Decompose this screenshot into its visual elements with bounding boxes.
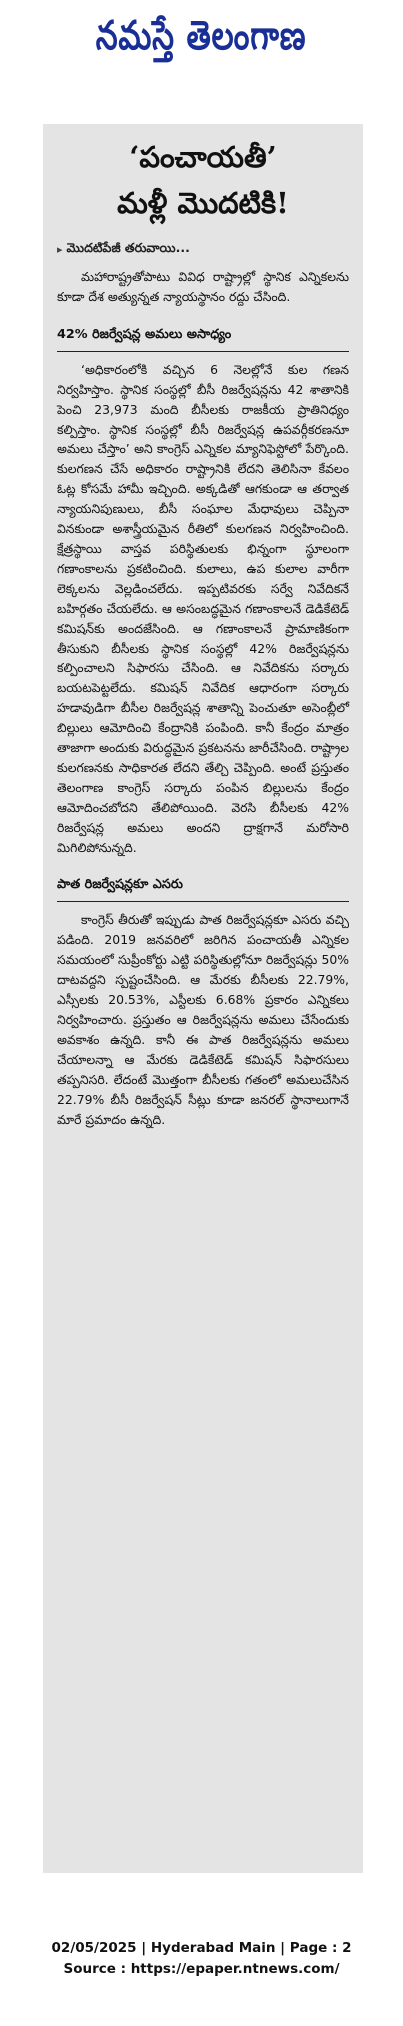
section-heading-1: 42% రిజర్వేషన్ల అమలు అసాధ్యం	[57, 327, 349, 352]
headline-line-1: ‘పంచాయతీ’	[129, 140, 277, 174]
footer-source-line: Source : https://epaper.ntnews.com/	[63, 1961, 340, 1977]
masthead-title: నమస్తే తెలంగాణ	[96, 12, 307, 59]
continuation-kicker	[57, 240, 349, 259]
section-heading-2: పాత రిజర్వేషన్లకూ ఎసరు	[57, 877, 349, 902]
masthead	[0, 4, 403, 68]
headline-line-2: మళ్లీ మొదటికి!	[117, 186, 289, 220]
page-footer	[0, 1938, 403, 1980]
kicker-text: మొదటిపేజీ తరువాయి...	[66, 240, 190, 255]
lead-paragraph: మహారాష్ట్రతోపాటు వివిధ రాష్ట్రాల్లో స్థానిక ఎన్నికలను కూడా దేశ అత్యున్నత న్యాయస్థానం రద్దు చేసింది.	[57, 269, 349, 304]
article-clipping	[43, 124, 363, 1873]
chevron-right-icon: ▸	[57, 243, 63, 256]
footer-edition-line: 02/05/2025 | Hyderabad Main | Page : 2	[51, 1940, 352, 1956]
headline	[57, 134, 349, 226]
section-2-body: కాంగ్రెస్ తీరుతో ఇప్పుడు పాత రిజర్వేషన్లకూ ఎసరు వచ్చి పడింది. 2019 జనవరిలో జరిగిన పంచాయతీ ఎన్నికల సమయంలో సుప్రీంకోర్టు ఎట్టి పరిస్థితుల్లోనూ రిజర్వేషన్లు 50% దాటవద్దని స్పష్టంచేసింది. ఆ మేరకు బీసీలకు 22.79%, ఎస్సీలకు 20.53%, ఎస్టీలకు 6.68% ప్రకారం ఎన్నికలు నిర్వహించారు. ప్రస్తుతం ఆ రిజర్వేషన్లను అమలు చేసేందుకు అవకాశం ఉన్నది. కానీ ఈ పాత రిజర్వేషన్లను అమలు చేయాలన్నా ఆ మేరకు డెడికేటెడ్ కమిషన్ సిఫారసులు తప్పనిసరి. లేదంటే మొత్తంగా బీసీలకు గతంలో అమలుచేసిన 22.79% బీసీ రిజర్వేషన్ సీట్లు కూడా జనరల్ స్థానాలుగానే మారే ప్రమాదం ఉన్నది.	[57, 912, 349, 1127]
section-1-body: ‘అధికారంలోకి వచ్చిన 6 నెలల్లోనే కుల గణన నిర్వహిస్తాం. స్థానిక సంస్థల్లో బీసీ రిజర్వేషన్లను 42 శాతానికి పెంచి 23,973 మంది బీసీలకు రాజకీయ ప్రాతినిధ్యం కల్పిస్తాం. స్థానిక సంస్థల్లో బీసీ రిజర్వేషన్ల ఉపవర్గీకరణనూ అమలు చేస్తాం’ అని కాంగ్రెస్ ఎన్నికల మ్యానిఫెస్టోలో పేర్కొంది. కులగణన చేసే అధికారం రాష్ట్రానికి లేదని తెలిసినా కేవలం ఓట్ల కోసమే హామీ ఇచ్చింది. అక్కడితో ఆగకుండా ఆ తర్వాత న్యాయనిపుణులు, బీసీ సంఘాల మేధావులు చెప్పినా వినకుండా అశాస్త్రీయమైన రీతిలో కులగణన నిర్వహించింది. క్షేత్రస్థాయి వాస్తవ పరిస్థితులకు భిన్నంగా స్థూలంగా గణాంకాలను ప్రకటించింది. కులాలు, ఉప కులాల వారీగా లెక్కలను వెల్లడించలేదు. ఇప్పటివరకు సర్వే నివేదికనే బహిర్గతం చేయలేదు. ఆ అసంబద్ధమైన గణాంకాలనే డెడికేటెడ్ కమిషన్‌కు అందజేసింది. ఆ గణాంకాలనే ప్రామాణికంగా తీసుకుని బీసీలకు స్థానిక సంస్థల్లో 42% రిజర్వేషన్లను కల్పించాలని సిఫారసు చేసింది. ఆ నివేదికను సర్కారు బయటపెట్టలేదు. కమిషన్ నివేదిక ఆధారంగా సర్కారు హడావుడిగా బీసీల రిజర్వేషన్ల శాతాన్ని పెంచుతూ అసెంబ్లీలో బిల్లులు ఆమోదించి కేంద్రానికి పంపింది. కానీ కేంద్రం మాత్రం తాజాగా అందుకు విరుద్ధమైన ప్రకటనను జారీచేసింది. రాష్ట్రాల కులగణనకు సాధికారత లేదని తేల్చి చెప్పింది. అంటే ప్రస్తుతం తెలంగాణ కాంగ్రెస్ సర్కారు పంపిన బిల్లులను కేంద్రం ఆమోదించబోదని తేలిపోయింది. వెరసి బీసీలకు 42% రిజర్వేషన్ల అమలు అందని ద్రాక్షగానే మరోసారి మిగిలిపోనున్నది.	[57, 361, 349, 855]
